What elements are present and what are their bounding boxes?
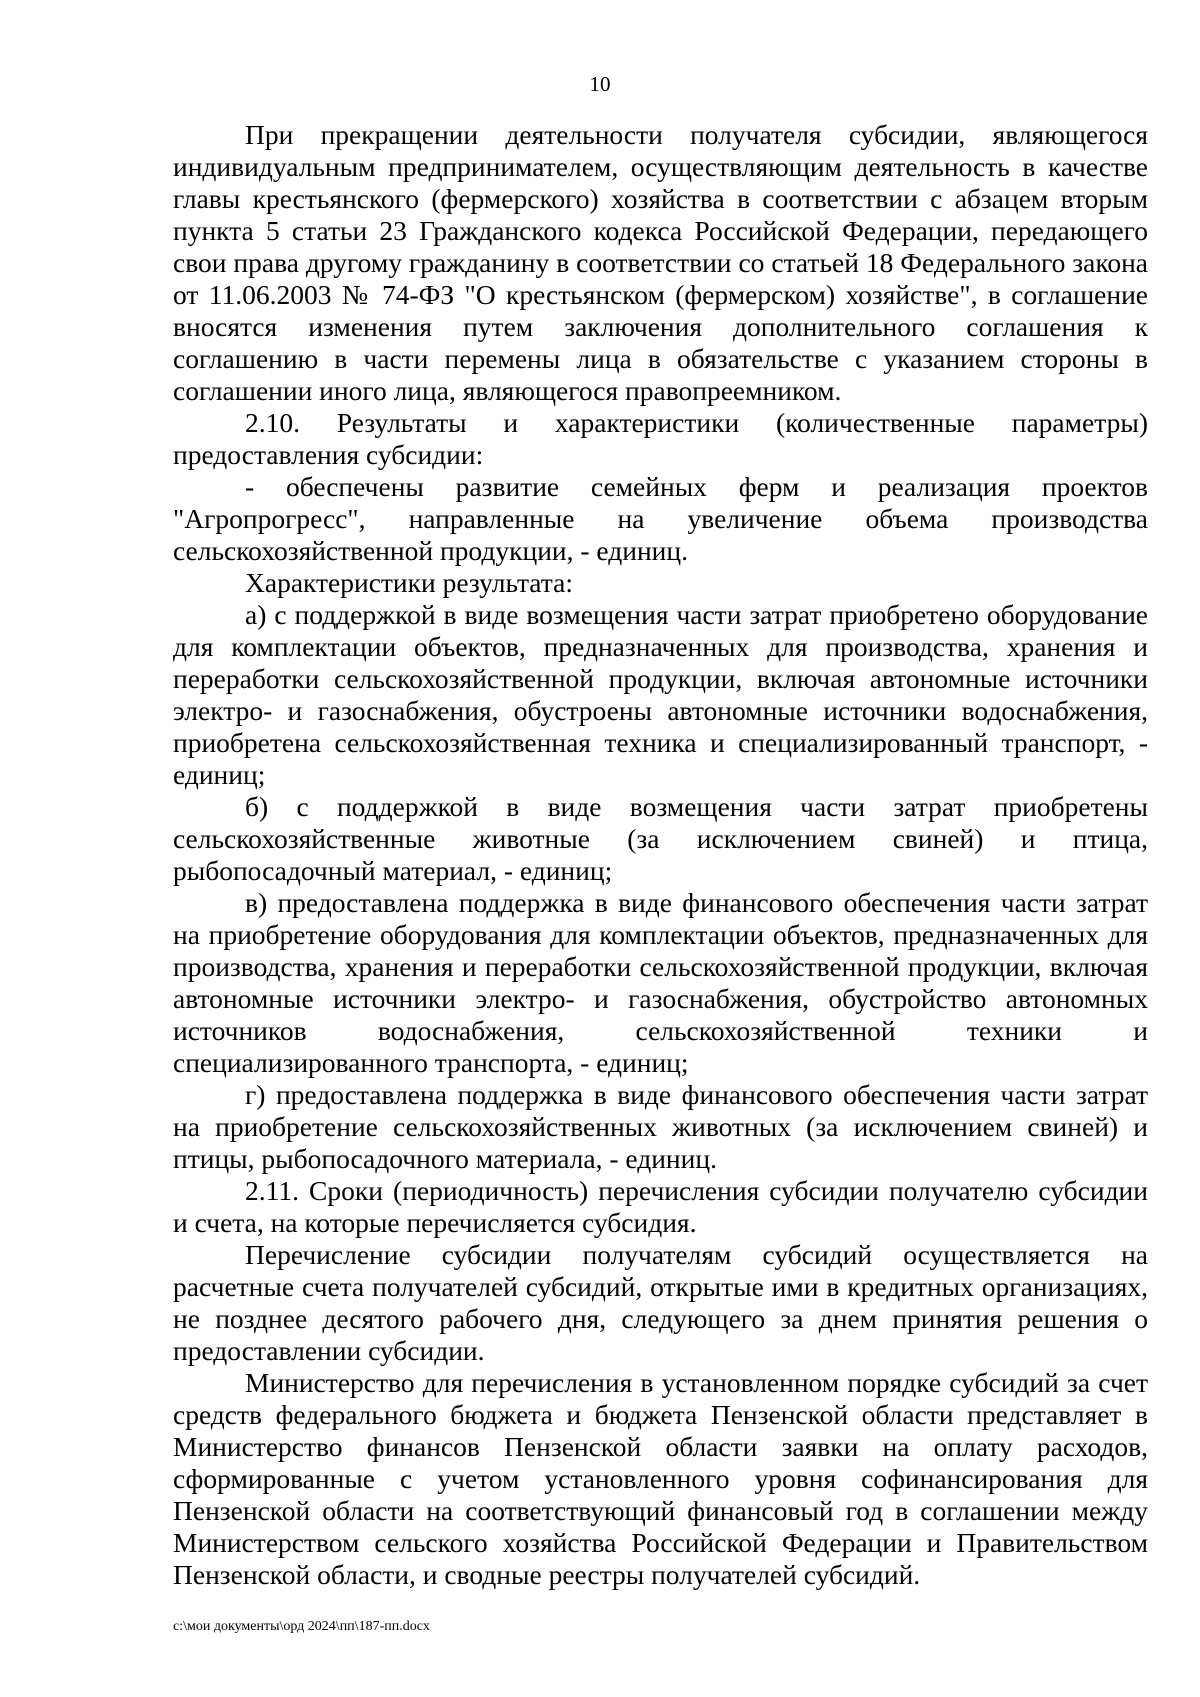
paragraph-item-v: в) предоставлена поддержка в виде финансового обеспечения части затрат на приобретение оборудования для комплектации объектов, предназначенных для производства, хранения и переработки сельскохозяйственной продукции, включая автономные источники электро- и газоснабжения, обустройство автономных источников водоснабжения, сельскохозяйственной техники и специализированного транспорта, - единиц;: [173, 887, 1148, 1078]
paragraph-section-2-11: 2.11. Сроки (периодичность) перечисления субсидии получателю субсидии и счета, на которые перечисляется субсидия.: [173, 1175, 1148, 1238]
paragraph-item-b: б) с поддержкой в виде возмещения части затрат приобретены сельскохозяйственные животные (за исключением свиней) и птица, рыбопосадочный материал, - единиц;: [173, 791, 1148, 886]
paragraph-characteristics-heading: Характеристики результата:: [245, 567, 573, 598]
paragraph-ministry: Министерство для перечисления в установленном порядке субсидий за счет средств федерального бюджета и бюджета Пензенской области представляет в Министерство финансов Пензенской области заявки на оплату расходов, сформированные с учетом установленного уровня софинансирования для Пензенской области на соответствующий финансовый год в соглашении между Министерством сельского хозяйства Российской Федерации и Правительством Пензенской области, и сводные реестры получателей субсидий.: [173, 1367, 1148, 1590]
paragraph-item-g: г) предоставлена поддержка в виде финансового обеспечения части затрат на приобретение сельскохозяйственных животных (за исключением свиней) и птицы, рыбопосадочного материала, - единиц.: [173, 1079, 1148, 1174]
paragraph-result: - обеспечены развитие семейных ферм и реализация проектов "Агропрогресс", направленные на увеличение объема производства сельскохозяйственной продукции, - единиц.: [173, 471, 1148, 566]
footer-file-path: c:\мои документы\орд 2024\пп\187-пп.docx: [173, 1619, 430, 1634]
document-body: [173, 119, 1148, 1591]
paragraph-transfer: Перечисление субсидии получателям субсидий осуществляется на расчетные счета получателей субсидий, открытые ими в кредитных организациях, не позднее десятого рабочего дня, следующего за днем принятия решения о предоставлении субсидии.: [173, 1239, 1148, 1366]
paragraph-succession: При прекращении деятельности получателя субсидии, являющегося индивидуальным предпринимателем, осуществляющим деятельность в качестве главы крестьянского (фермерского) хозяйства в соответствии с абзацем вторым пункта 5 статьи 23 Гражданского кодекса Российской Федерации, передающего свои права другому гражданину в соответствии со статьей 18 Федерального закона от 11.06.2003 № 74-ФЗ "О крестьянском (фермерском) хозяйстве", в соглашение вносятся изменения путем заключения дополнительного соглашения к соглашению в части перемены лица в обязательстве с указанием стороны в соглашении иного лица, являющегося правопреемником.: [173, 119, 1148, 406]
page-number: 10: [589, 72, 611, 96]
paragraph-item-a: а) с поддержкой в виде возмещения части затрат приобретено оборудование для комплектации объектов, предназначенных для производства, хранения и переработки сельскохозяйственной продукции, включая автономные источники электро- и газоснабжения, обустроены автономные источники водоснабжения, приобретена сельскохозяйственная техника и специализированный транспорт, - единиц;: [173, 599, 1148, 790]
paragraph-section-2-10: 2.10. Результаты и характеристики (количественные параметры) предоставления субсидии:: [173, 407, 1148, 470]
